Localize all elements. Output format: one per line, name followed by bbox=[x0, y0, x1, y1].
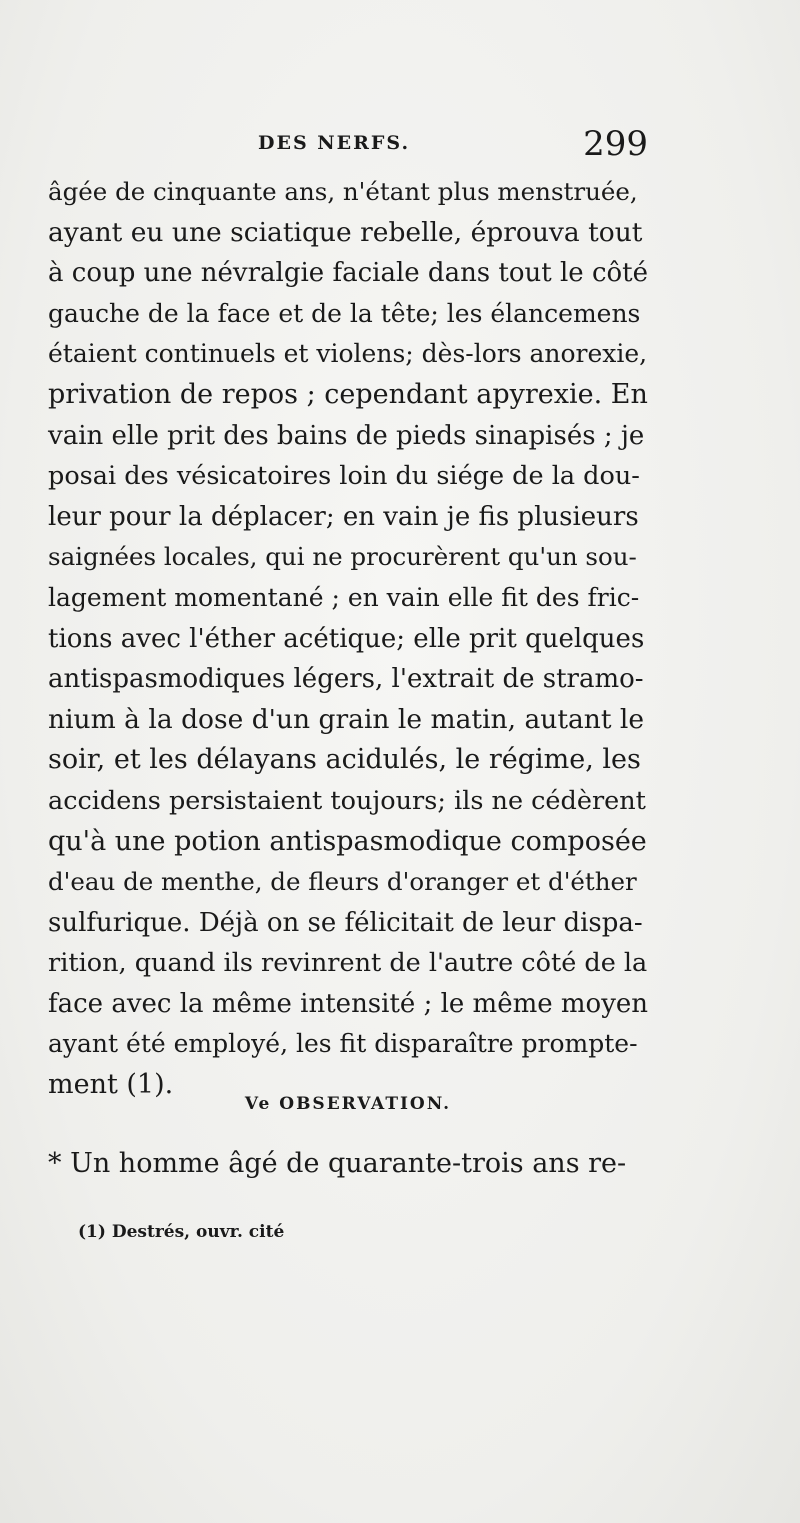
text-line: âgée de cinquante ans, n'étant plus menstruée, bbox=[48, 177, 638, 206]
text-line: leur pour la déplacer; en vain je fis plusieurs bbox=[48, 501, 639, 532]
text-line: rition, quand ils revinrent de l'autre côté de la bbox=[48, 948, 648, 979]
page-number: 299 bbox=[583, 124, 648, 164]
text-line: soir, et les délayans acidulés, le régime, les bbox=[48, 744, 641, 776]
text-line: lagement momentané ; en vain elle fit des fric- bbox=[48, 582, 640, 612]
text-line: posai des vésicatoires loin du siége de la dou- bbox=[48, 461, 640, 492]
section-heading: Ve OBSERVATION. bbox=[244, 1094, 452, 1114]
text-line: saignées locales, qui ne procurèrent qu'un sou- bbox=[48, 542, 637, 572]
text-line: accidens persistaient toujours; ils ne cédèrent bbox=[48, 785, 646, 816]
text-line: tions avec l'éther acétique; elle prit quelques bbox=[48, 623, 645, 654]
running-head: DES NERFS. bbox=[258, 132, 411, 154]
continuation-line: * Un homme âgé de quarante-trois ans re- bbox=[48, 1148, 627, 1179]
text-line: ayant eu une sciatique rebelle, éprouva tout bbox=[48, 216, 643, 248]
text-line: qu'à une potion antispasmodique composée bbox=[48, 825, 647, 857]
text-line: face avec la même intensité ; le même moyen bbox=[48, 988, 649, 1019]
text-line: à coup une névralgie faciale dans tout le côté bbox=[48, 258, 648, 289]
page-header bbox=[48, 124, 648, 164]
text-line: d'eau de menthe, de fleurs d'oranger et d'éther bbox=[48, 867, 637, 897]
text-line: nium à la dose d'un grain le matin, autant le bbox=[48, 703, 645, 735]
text-line: ayant été employé, les fit disparaître prompte- bbox=[48, 1029, 638, 1059]
text-line: étaient continuels et violens; dès-lors anorexie, bbox=[48, 339, 648, 369]
text-line: antispasmodiques légers, l'extrait de stramo- bbox=[48, 664, 644, 695]
text-line: ment (1). bbox=[48, 1069, 174, 1101]
text-line: vain elle prit des bains de pieds sinapisés ; je bbox=[48, 420, 645, 451]
text-line: sulfurique. Déjà on se félicitait de leur dispa- bbox=[48, 907, 643, 938]
body-text bbox=[48, 172, 648, 1106]
text-line: privation de repos ; cependant apyrexie. En bbox=[48, 378, 648, 410]
footnote: (1) Destrés, ouvr. cité bbox=[78, 1222, 285, 1242]
text-line: gauche de la face et de la tête; les élancemens bbox=[48, 298, 641, 328]
